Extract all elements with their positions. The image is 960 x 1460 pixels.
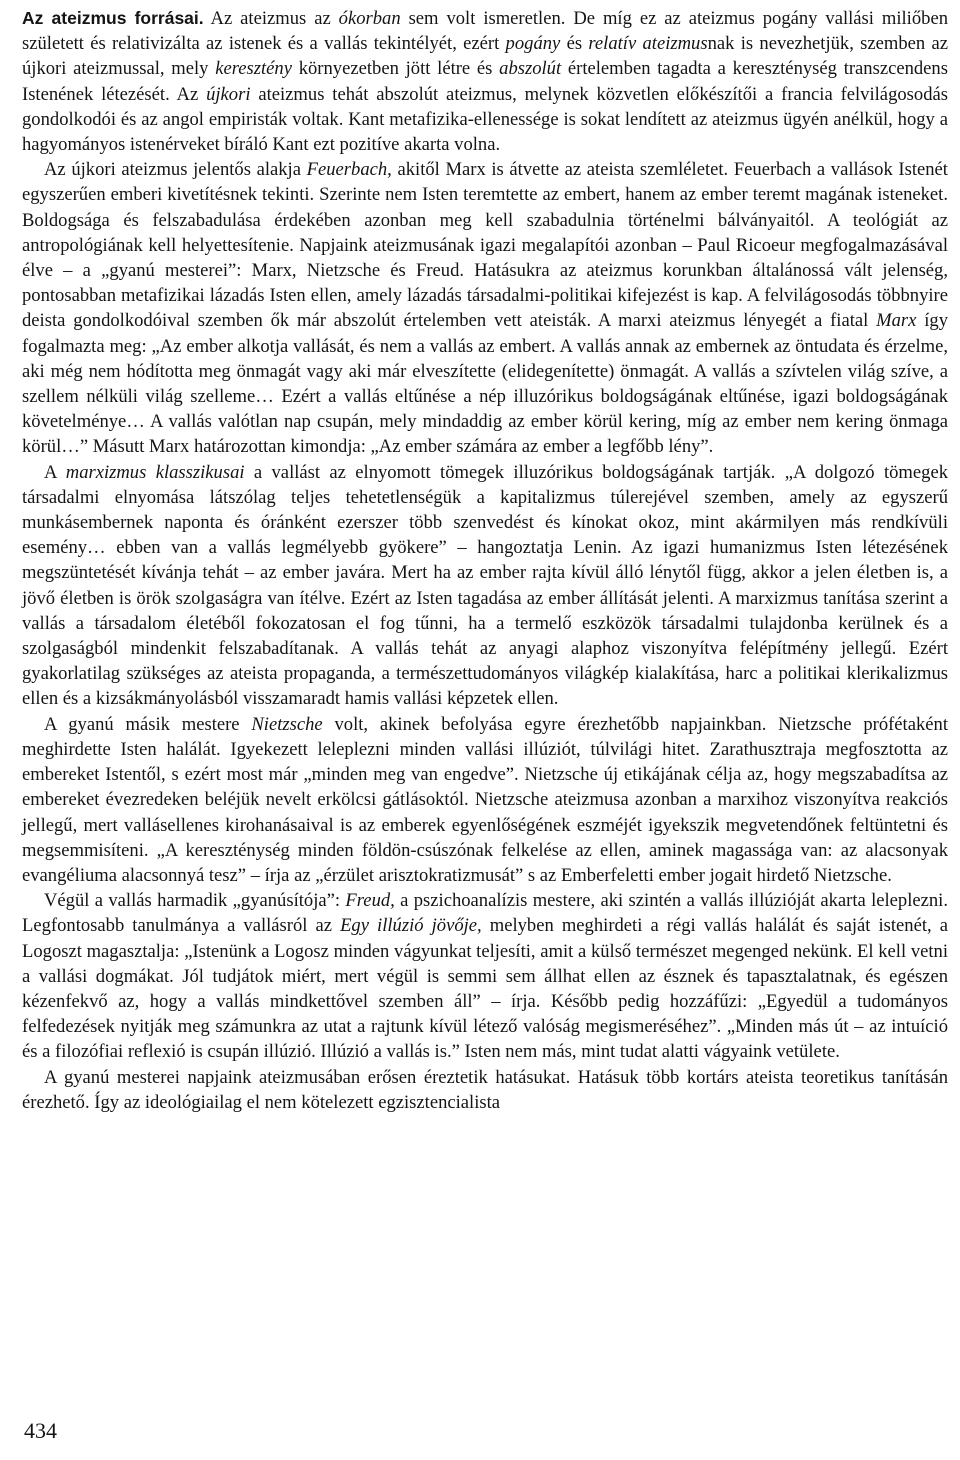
italic-text-run: ókorban [338,8,401,29]
text-run: Az újkori ateizmus jelentős alakja [44,159,307,181]
italic-text-run: Marx [876,310,917,332]
paragraph-sources [22,6,948,157]
text-run: környezetben jött létre és [291,58,500,80]
italic-text-run: abszolút [499,58,562,80]
paragraph-feuerbach-marx [22,157,948,459]
italic-text-run: Nietzsche [251,713,323,735]
paragraph-1-body [22,8,948,155]
text-run: A [44,461,66,483]
text-run: és [560,33,589,55]
paragraph-nietzsche [22,712,948,888]
text-run: Az ateizmus az [203,8,339,29]
text-run: sem volt ismeretlen. De míg ez az ateizmus pogány vallási miliőben született és relativizálta az istenek és a vallás tekintélyét, ezért [22,8,948,55]
paragraph-marxism-classics [22,460,948,712]
italic-text-run: újkori [206,83,251,105]
page-number: 434 [24,1418,57,1443]
text-run: Végül a vallás harmadik „gyanúsítója”: [44,890,346,912]
italic-text-run: pogány [505,33,561,55]
text-run: nak is nevezhetjük, szemben az újkori ateizmussal, mely [22,33,948,80]
text-run: így fogalmazta meg: „Az ember alkotja vallását, és nem a vallás az embert. A vallás annak az embernek az öntudata és érzelme, aki még nem hódította meg önmagát vagy aki már elveszítette (elidegenítette) önmagát. A vallás a szívtelen világ szíve, a szellem nélküli világ szelleme… Ezért a vallás eltűnése a nép illuzórikus boldogságának eltűnése, igazi boldogságának követelménye… A vallás valótlan nap csupán, mely mindaddig az ember körül kering, míg az ember nem kering önmaga körül…” Másutt Marx határozottan kimondja: „Az ember számára az ember a legfőbb lény”. [22,310,948,458]
italic-text-run: Egy illúzió jövője, [340,915,482,937]
italic-text-run: Freud, [345,890,395,912]
text-run: A gyanú másik mestere [44,713,252,735]
text-run: értelemben tagadta a kereszténység transzcendens Istenének létezését. Az [22,58,948,105]
text-run: A gyanú mesterei napjaink ateizmusában erősen éreztetik hatásukat. Hatásuk több kortárs ateista teoretikus tanításán érezhető. Így az ideológiailag el nem kötelezett egzisztencialista [22,1066,948,1113]
document-page [22,6,948,1115]
paragraph-masters-of-suspicion [22,1065,948,1115]
text-run: melyben meghirdeti a régi vallás halálát és saját istenét, a Logoszt magasztalja: „Istenünk a Logosz minden vágyunkat teljesíti, amit a külső természet megenged nekünk. El kell vetni a vallási dogmákat. Jól tudjátok miért, mert végül is semmi sem állhat ellen az észnek és tapasztalatnak, és egészen kézenfekvő az, hogy a vallás mindkettővel szemben áll” – írja. Később pedig hozzáfűzi: „Egyedül a tudományos felfedezések nyitják meg számunkra az utat a rajtunk kívül létező valóság megismeréséhez”. „Minden más út – az intuíció és a filozófiai reflexió is csupán illúzió. Illúzió a vallás is.” Isten nem más, mint tudat alatti vágyaink vetülete. [22,915,948,1063]
section-heading: Az ateizmus forrásai. [22,8,204,28]
italic-text-run: Feuerbach, [306,159,392,181]
text-run: ateizmus tehát abszolút ateizmus, melynek közvetlen előkészítői a francia felvilágosodás gondolkodói és az angol empiristák voltak. Kant metafizika-ellenessége is sokat lendített az ateizmus ügyén anélkül, hogy a hagyományos istenérveket bíráló Kant ezt pozitíve akarta volna. [22,83,948,156]
italic-text-run: keresztény [215,58,292,80]
paragraph-freud [22,888,948,1064]
text-run: volt, akinek befolyása egyre érezhetőbb napjainkban. Nietzsche prófétaként meghirdette Isten halálát. Igyekezett leleplezni minden vallási illúziót, túlvilági hitet. Zarathusztraja megfosztotta az embereket Istentől, s ezért most már „minden meg van engedve”. Nietzsche új etikájának célja az, hogy megszabadítsa az embereket évezredeken beléjük nevelt erkölcsi gátlásoktól. Nietzsche ateizmusa azonban a marxihoz viszonyítva reakciós jellegű, mert vallásellenes kirohanásaival is az emberek egyenlőségének eszméjét igyekszik megvetendőnek feltüntetni és megsemmisíteni. „A kereszténység minden földön-csúszónak felkelése az ellen, aminek magassága van: az alacsonyak evangéliuma alacsonnyá tesz” – írja az „érzület arisztokratizmusát” s az Emberfeletti ember jogait hirdető Nietzsche. [22,713,948,886]
italic-text-run: marxizmus klasszikusai [65,461,245,483]
text-run: a pszichoanalízis mestere, aki szintén a vallás illúzióját akarta leleplezni. Legfontosabb tanulmánya a vallásról az [22,890,948,937]
italic-text-run: relatív ateizmus [588,33,708,55]
text-run: a vallást az elnyomott tömegek illuzórikus boldogságának tartják. „A dolgozó tömegek társadalmi elnyomása látszólag teljes tehetetlenségük a kapitalizmus túlerejével szemben, amely az egyszerű munkásembernek naponta és óránként ezerszer több szenvedést és kínokat okoz, mint akármilyen más rendkívüli esemény… ebben van a vallás legmélyebb gyökere” – hangoztatja Lenin. Az igazi humanizmus Isten létezésének megszüntetését kívánja tehát – az ember javára. Mert ha az ember rajta kívül álló lénytől függ, akkor a jelen életben is, a jövő életben is örök szolgaságra van ítélve. Ezért az Isten tagadása az ember állítását jelenti. A marxizmus tanítása szerint a vallás a társadalom életéből fokozatosan el fog tűnni, ha a termelő eszközök társadalmi tulajdonba kerülnek és a szolgaságból mindenkit felszabadítanak. A vallás tehát az anyagi alaphoz viszonyítva felépítmény jellegű. Ezért gyakorlatilag szükséges az ateista propaganda, a természettudományos világkép kialakítása, harc a politikai klerikalizmus ellen és a kizsákmányolásból visszamaradt hamis vallási képzetek ellen. [22,461,948,710]
text-run: akitől Marx is átvette az ateista szemléletet. Feuerbach a vallások Istenét egyszerűen emberi kivetítésnek tekinti. Szerinte nem Isten teremtette az embert, hanem az ember teremt magának isteneket. Boldogsága és felszabadulása érdekében azonban meg kell szabadulnia történelmi bálványaitól. A teológiát az antropológiának kell helyettesítenie. Napjaink ateizmusának igazi megalapítói azonban – Paul Ricoeur megfogalmazásával élve – a „gyanú mesterei”: Marx, Nietzsche és Freud. Hatásukra az ateizmus korunkban általánossá vált jelenség, pontosabban metafizikai lázadás Isten ellen, amely lázadás társadalmi-politikai kifejezést is kap. A felvilágosodás többnyire deista gondolkodóival szemben ők már abszolút értelemben vett ateisták. A marxi ateizmus lényegét a fiatal [22,159,948,332]
